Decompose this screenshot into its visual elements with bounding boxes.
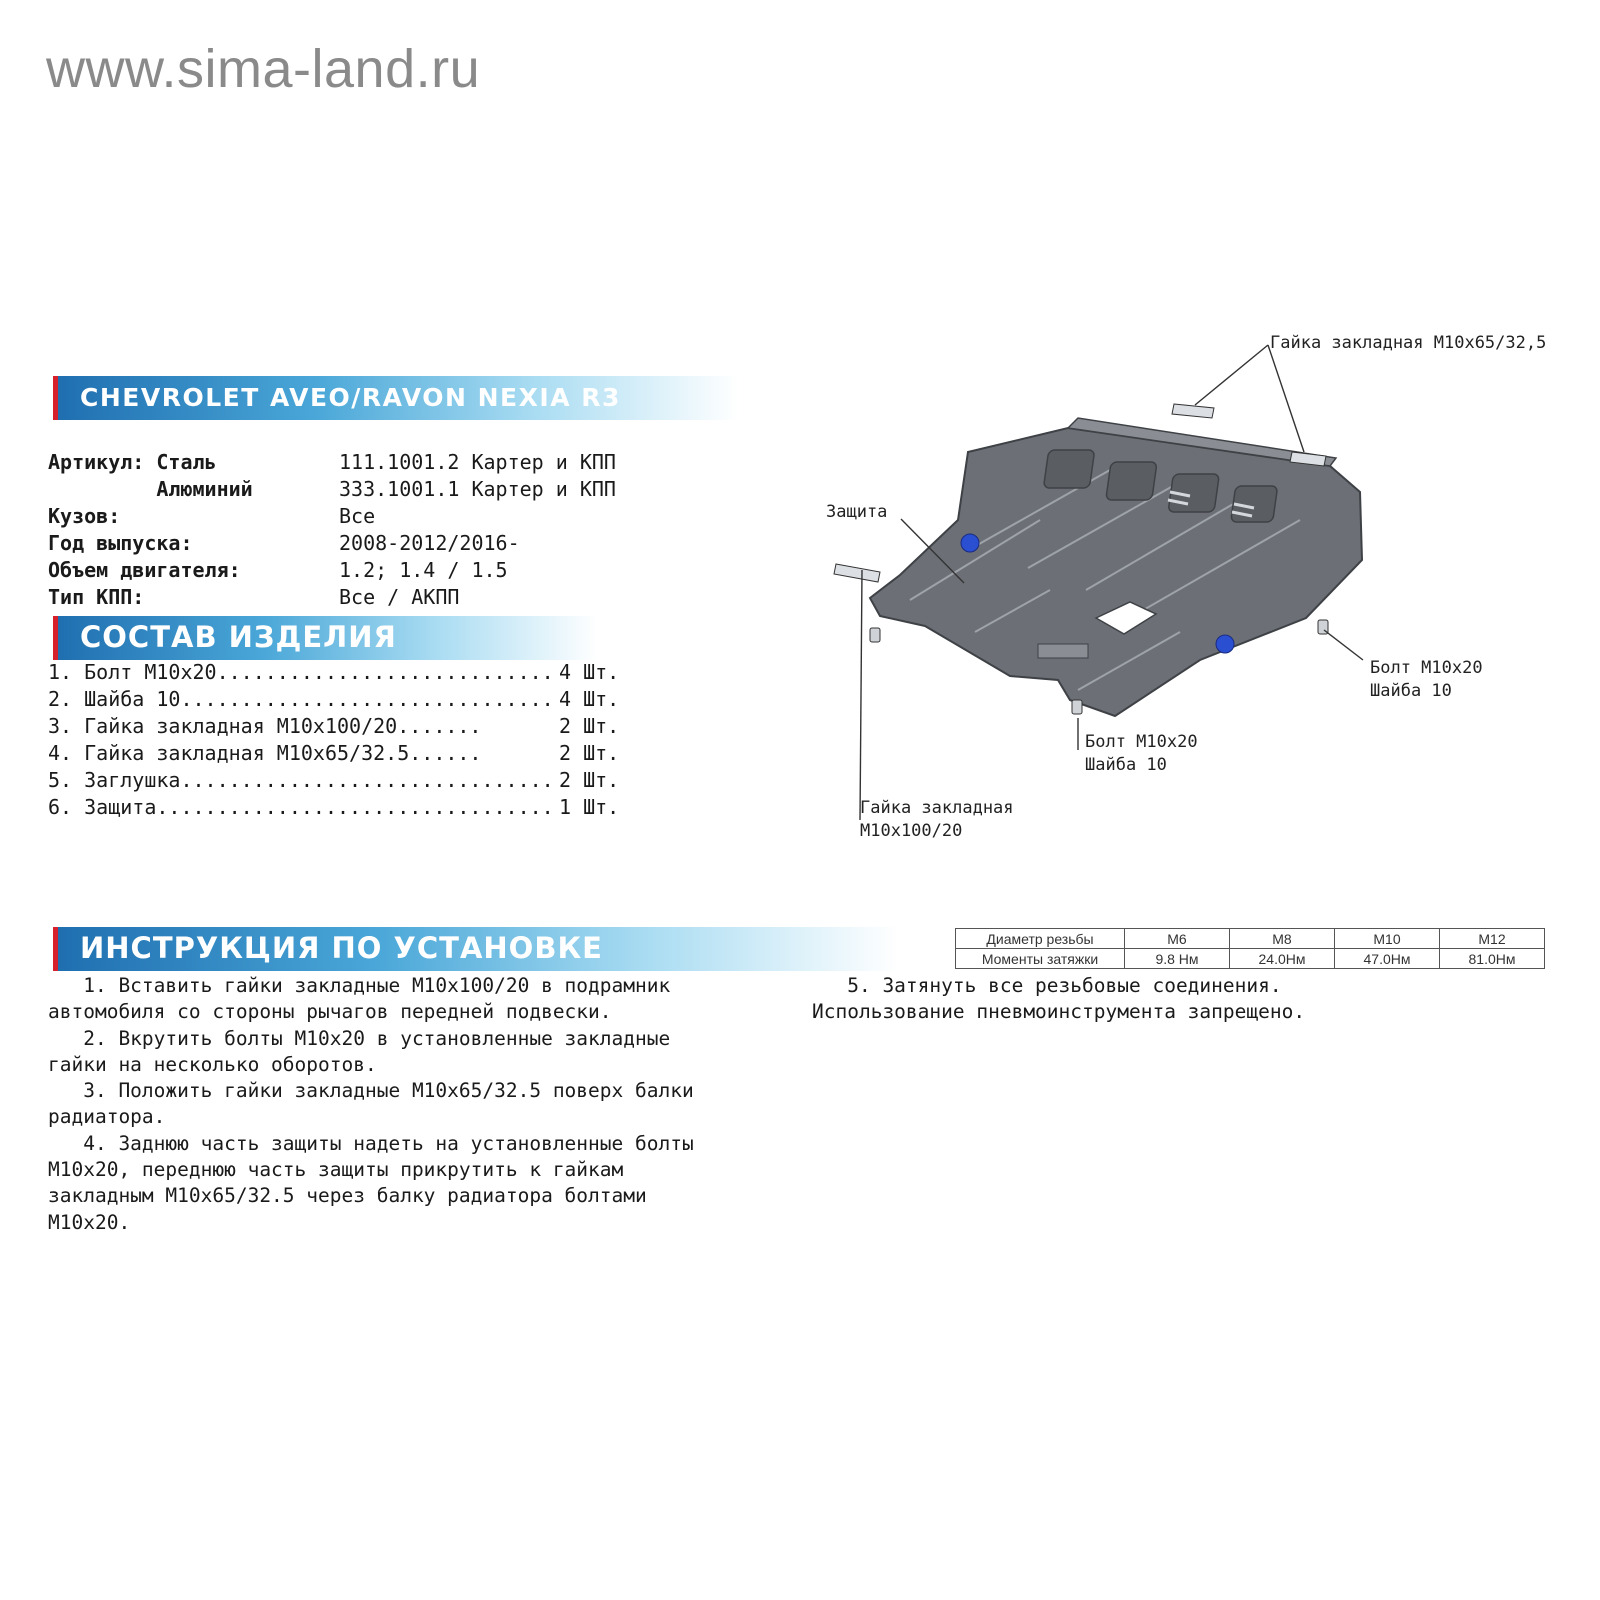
- table-cell: М8: [1230, 929, 1335, 949]
- spec-label: Артикул: Сталь: [48, 450, 217, 474]
- spec-label: Кузов:: [48, 504, 121, 528]
- spec-value: Все / АКПП: [339, 585, 460, 609]
- instructions-text-right: 5. Затянуть все резьбовые соединения. Использование пневмоинструмента запрещено.: [812, 974, 1306, 1024]
- table-cell: 9.8 Нм: [1125, 949, 1230, 969]
- table-header-cell: Диаметр резьбы: [956, 929, 1125, 949]
- item-name: 3. Гайка закладная М10х100/20.......: [48, 714, 482, 738]
- item-qty: 4 Шт.: [559, 687, 620, 711]
- table-cell: М12: [1440, 929, 1545, 949]
- spec-label: Тип КПП:: [48, 585, 145, 609]
- item-qty: 4 Шт.: [559, 660, 620, 684]
- item-name: 5. Заглушка...............................: [48, 768, 554, 792]
- torque-table: [955, 928, 1545, 969]
- instructions-banner: [53, 927, 898, 971]
- callout-embedded-nut-top: Гайка закладная М10х65/32,5: [1270, 333, 1547, 353]
- spec-value: Все: [339, 504, 376, 528]
- embedded-nut-long: [834, 564, 880, 582]
- composition-title: СОСТАВ ИЗДЕЛИЯ: [80, 620, 397, 654]
- instructions-title: ИНСТРУКЦИЯ ПО УСТАНОВКЕ: [80, 931, 603, 965]
- instructions-text-left: 1. Вставить гайки закладные М10х100/20 в подрамник автомобиля со стороны рычагов передней подвески. 2. Вкрутить болты М10х20 в установленные закладные гайки на несколько оборотов. 3. Положить гайки закладные М10х65/32.5 поверх балки радиатора. 4. Заднюю часть защиты надеть на установленные болты М10х20, переднюю часть защиты прикрутить к гайкам закладным М10х65/32.5 через балку радиатора болтами М10х20.: [48, 974, 694, 1234]
- table-cell: М10: [1335, 929, 1440, 949]
- item-qty: 2 Шт.: [559, 741, 620, 765]
- plug-left: [961, 534, 979, 552]
- table-cell: 24.0Нм: [1230, 949, 1335, 969]
- table-cell: М6: [1125, 929, 1230, 949]
- callout-embedded-nut-left: Гайка закладная М10х100/20: [860, 798, 1014, 841]
- callout-bolt-right: Болт М10х20 Шайба 10: [1370, 658, 1483, 701]
- spec-value: 1.2; 1.4 / 1.5: [339, 558, 508, 582]
- plug-right: [1216, 635, 1234, 653]
- callout-bolt-bottom: Болт М10х20 Шайба 10: [1085, 732, 1198, 775]
- item-name: 1. Болт М10х20............................: [48, 660, 554, 684]
- item-name: 4. Гайка закладная М10х65/32.5......: [48, 741, 482, 765]
- table-cell: 81.0Нм: [1440, 949, 1545, 969]
- drain-plate: [1038, 644, 1088, 658]
- item-name: 2. Шайба 10...............................: [48, 687, 554, 711]
- spec-value: 111.1001.2 Картер и КПП: [339, 450, 616, 474]
- spec-value: 333.1001.1 Картер и КПП: [339, 477, 616, 501]
- item-name: 6. Защита.................................: [48, 795, 554, 819]
- item-qty: 2 Шт.: [559, 714, 620, 738]
- embedded-nut-left: [1172, 404, 1214, 418]
- spec-label: Год выпуска:: [48, 531, 193, 555]
- site-watermark: www.sima-land.ru: [46, 39, 481, 99]
- table-row: [956, 949, 1545, 969]
- table-row: [956, 929, 1545, 949]
- table-header-cell: Моменты затяжки: [956, 949, 1125, 969]
- model-title: CHEVROLET AVEO/RAVON NEXIA R3: [80, 383, 621, 412]
- spec-value: 2008-2012/2016-: [339, 531, 520, 555]
- spec-label: Объем двигателя:: [48, 558, 241, 582]
- spec-label: Алюминий: [48, 477, 253, 501]
- item-qty: 1 Шт.: [559, 795, 620, 819]
- callout-shield: Защита: [826, 502, 888, 522]
- table-cell: 47.0Нм: [1335, 949, 1440, 969]
- item-qty: 2 Шт.: [559, 768, 620, 792]
